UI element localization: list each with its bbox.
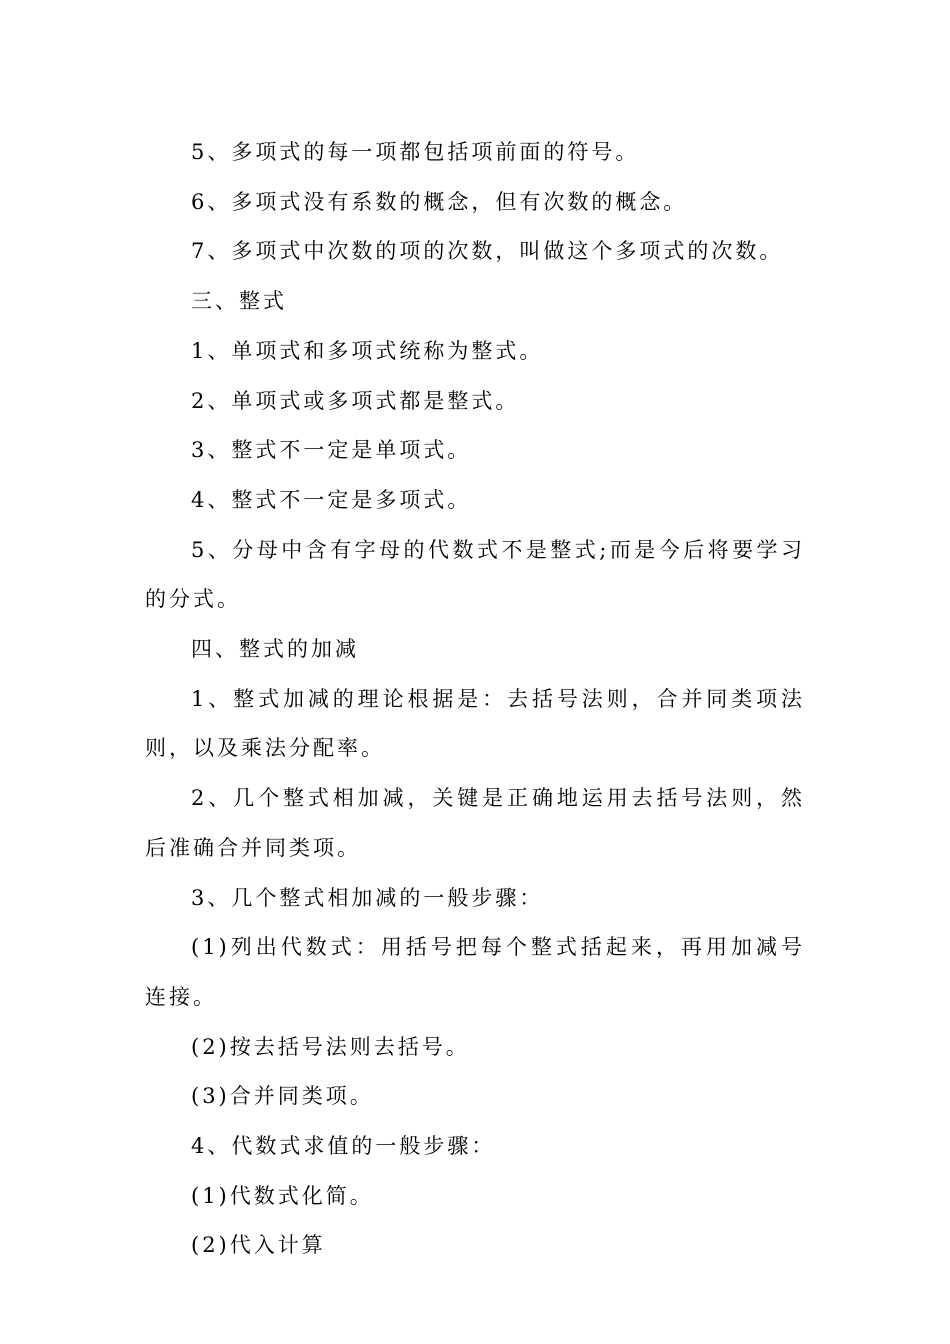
list-item: (3)合并同类项。 <box>191 1084 374 1109</box>
paragraph: 5、分母中含有字母的代数式不是整式;而是今后将要学习的分式。 <box>145 537 805 612</box>
document-body <box>145 128 805 1271</box>
paragraph: 7、多项式中次数的项的次数，叫做这个多项式的次数。 <box>191 239 784 264</box>
list-item: (2)代入计算 <box>191 1233 326 1258</box>
paragraph: 1、单项式和多项式统称为整式。 <box>191 338 544 363</box>
paragraph: 5、多项式的每一项都包括项前面的符号。 <box>191 140 640 164</box>
section-heading: 三、整式 <box>191 289 287 314</box>
paragraph: 2、几个整式相加减，关键是正确地运用去括号法则，然后准确合并同类项。 <box>145 786 805 860</box>
list-item: (1)列出代数式：用括号把每个整式括起来，再用加减号连接。 <box>145 935 805 1009</box>
paragraph: 1、整式加减的理论根据是：去括号法则，合并同类项法则，以及乘法分配率。 <box>145 686 805 761</box>
list-item: (1)代数式化简。 <box>191 1183 374 1208</box>
paragraph: 2、单项式或多项式都是整式。 <box>191 388 520 413</box>
paragraph: 3、几个整式相加减的一般步骤： <box>191 885 544 910</box>
list-item: (2)按去括号法则去括号。 <box>191 1034 470 1059</box>
paragraph: 4、代数式求值的一般步骤： <box>191 1134 496 1159</box>
paragraph: 4、整式不一定是多项式。 <box>191 487 472 512</box>
section-heading: 四、整式的加减 <box>191 637 359 662</box>
paragraph: 3、整式不一定是单项式。 <box>191 438 472 463</box>
paragraph: 6、多项式没有系数的概念，但有次数的概念。 <box>191 189 688 214</box>
